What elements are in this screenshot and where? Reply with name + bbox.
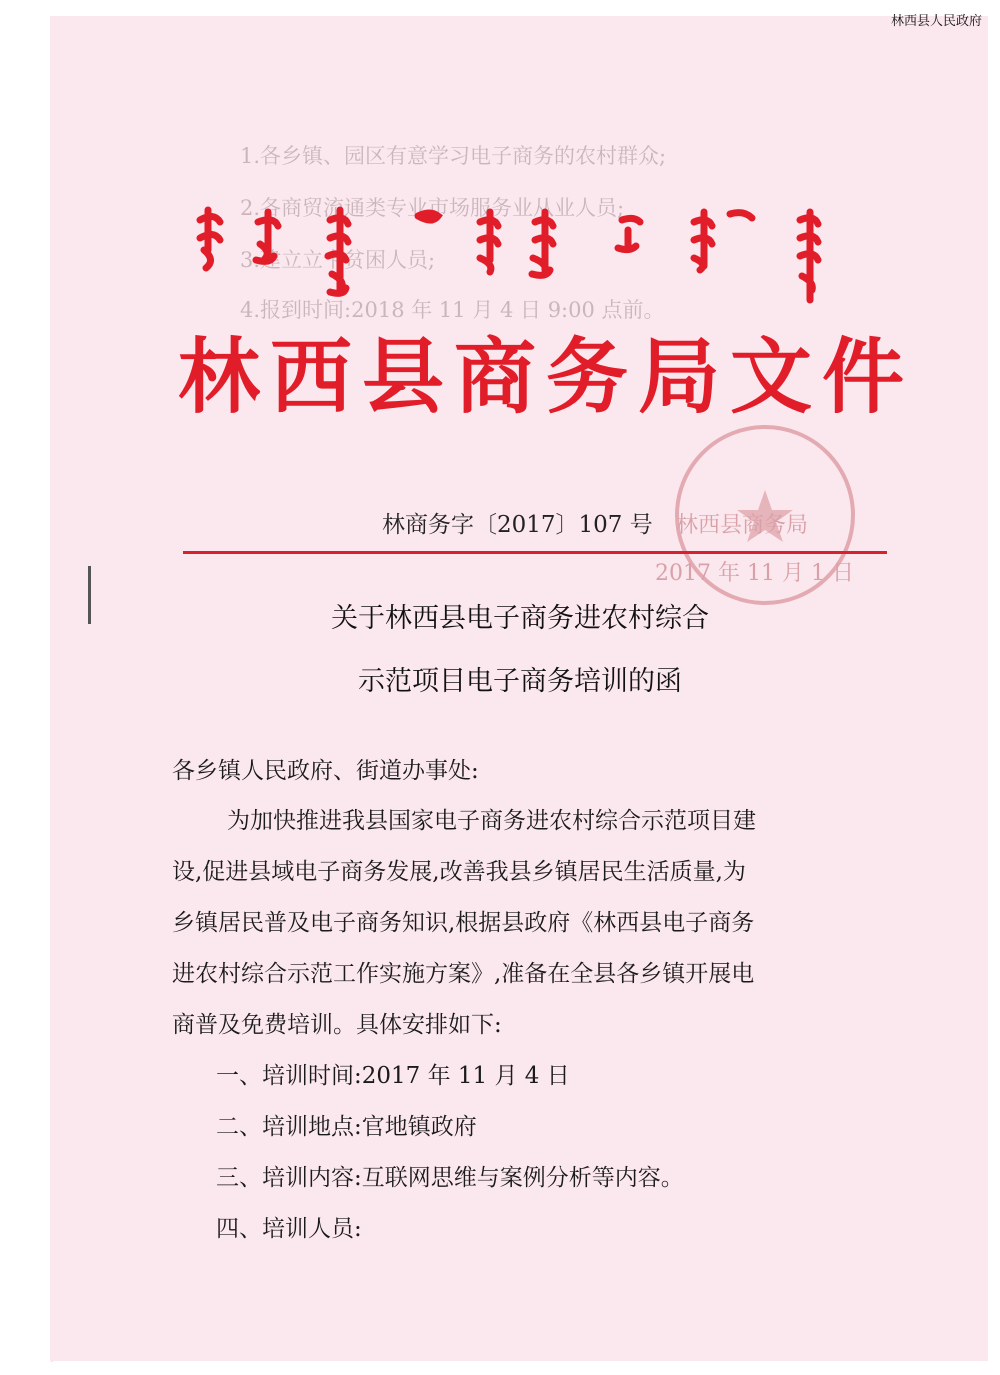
list-item: 二、培训地点:官地镇政府 bbox=[216, 1114, 477, 1140]
paragraph-line: 设,促进县域电子商务发展,改善我县乡镇居民生活质量,为 bbox=[172, 859, 746, 885]
bleed-line: 1.各乡镇、园区有意学习电子商务的农村群众; bbox=[240, 144, 667, 168]
salutation: 各乡镇人民政府、街道办事处: bbox=[172, 758, 479, 784]
letter-body bbox=[172, 0, 862, 1375]
list-item: 四、培训人员: bbox=[216, 1216, 362, 1242]
paragraph-line: 为加快推进我县国家电子商务进农村综合示范项目建 bbox=[227, 808, 756, 834]
seal-name: 林西县商务局 bbox=[676, 513, 809, 538]
binding-mark bbox=[88, 566, 91, 624]
paragraph-line: 商普及免费培训。具体安排如下: bbox=[172, 1012, 502, 1038]
bleed-line: 2.各商贸流通类专业市场服务业从业人员; bbox=[240, 196, 625, 220]
list-item: 一、培训时间:2017 年 11 月 4 日 bbox=[216, 1063, 570, 1089]
masthead-title: 林西县商务局文件 bbox=[178, 329, 915, 425]
bleed-line: 4.报到时间:2018 年 11 月 4 日 9:00 点前。 bbox=[240, 298, 665, 322]
document-number: 林商务字〔2017〕107 号 bbox=[382, 512, 653, 538]
document-title-line-1: 关于林西县电子商务进农村综合 bbox=[331, 603, 709, 634]
document-title-line-2: 示范项目电子商务培训的函 bbox=[358, 666, 682, 697]
bleed-line: 3.建立立卡贫困人员; bbox=[240, 248, 436, 272]
paragraph-line: 乡镇居民普及电子商务知识,根据县政府《林西县电子商务 bbox=[172, 910, 755, 936]
seal-date: 2017 年 11 月 1 日 bbox=[655, 561, 854, 586]
list-item: 三、培训内容:互联网思维与案例分析等内容。 bbox=[216, 1165, 684, 1191]
watermark-label: 林西县人民政府 bbox=[890, 14, 982, 29]
paragraph-line: 进农村综合示范工作实施方案》,准备在全县各乡镇开展电 bbox=[172, 961, 755, 987]
